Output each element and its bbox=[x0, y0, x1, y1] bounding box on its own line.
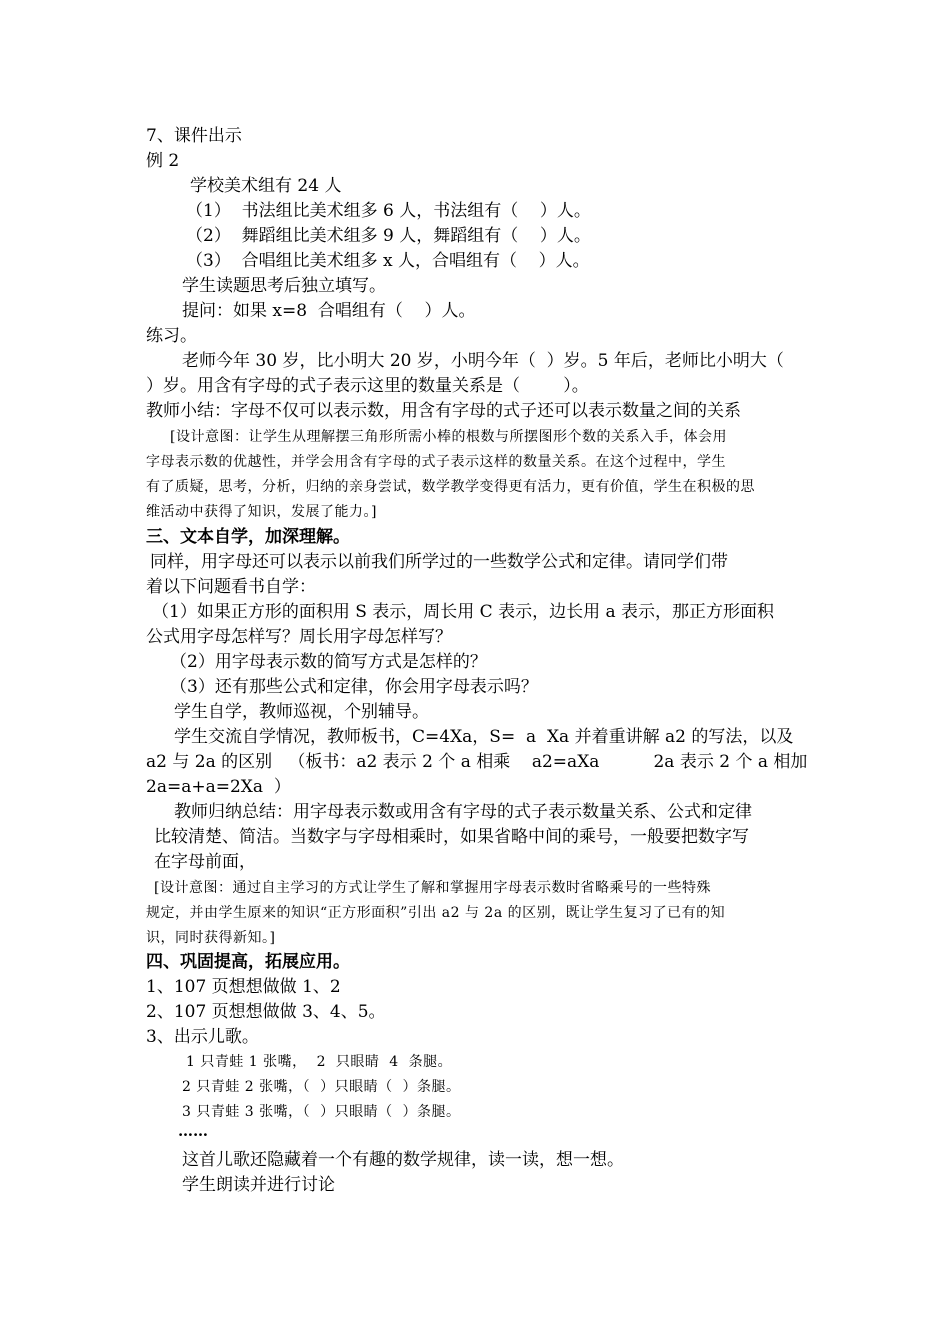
conclusion-line-2: 比较清楚、简洁。当数字与字母相乘时，如果省略中间的乘号，一般要把数字写 bbox=[154, 827, 749, 847]
exchange-line-2: a2 与 2a 的区别 （板书：a2 表示 2 个 a 相乘 a2=aXa 2a 表示 2 个 a 相加 bbox=[146, 752, 808, 772]
design-intent-1-line-2: 字母表示数的优越性，并学会用含有字母的式子表示这样的数量关系。在这个过程中，学生 bbox=[146, 454, 726, 470]
conclusion-line-3: 在字母前面， bbox=[154, 852, 256, 872]
question-3: （3）还有那些公式和定律，你会用字母表示吗？ bbox=[170, 677, 538, 697]
problem-item-3: （3） 合唱组比美术组多 x 人，合唱组有（ ）人。 bbox=[186, 251, 590, 271]
design-intent-1-line-1: [设计意图：让学生从理解摆三角形所需小棒的根数与所摆图形个数的关系入手，体会用 bbox=[170, 429, 727, 445]
problem-item-2: （2） 舞蹈组比美术组多 9 人，舞蹈组有（ ）人。 bbox=[186, 226, 591, 246]
self-study-line: 学生自学，教师巡视，个别辅导。 bbox=[174, 702, 429, 722]
task-2: 2、107 页想想做做 3、4、5。 bbox=[146, 1002, 386, 1022]
conclusion-line-1: 教师归纳总结：用字母表示数或用含有字母的式子表示数量关系、公式和定律 bbox=[174, 802, 752, 822]
teacher-summary: 教师小结：字母不仅可以表示数，用含有字母的式子还可以表示数量之间的关系 bbox=[146, 401, 741, 421]
rhyme-line-2: 2 只青蛙 2 张嘴，（ ）只眼睛（ ）条腿。 bbox=[182, 1079, 461, 1095]
question-2: （2）用字母表示数的简写方式是怎样的？ bbox=[170, 652, 487, 672]
design-intent-2-line-2: 规定，并由学生原来的知识“正方形面积”引出 a2 与 2a 的区别，既让学生复习了已有的知 bbox=[146, 905, 726, 921]
problem-intro: 学校美术组有 24 人 bbox=[190, 176, 342, 196]
task-1: 1、107 页想想做做 1、2 bbox=[146, 977, 341, 997]
design-intent-1-line-4: 维活动中获得了知识，发展了能力。] bbox=[146, 504, 377, 520]
section-3-heading: 三、文本自学，加深理解。 bbox=[146, 527, 350, 547]
exercise-line-1: 老师今年 30 岁，比小明大 20 岁，小明今年（ ）岁。5 年后，老师比小明大（ bbox=[182, 351, 784, 371]
design-intent-1-line-3: 有了质疑，思考，分析，归纳的亲身尝试，数学教学变得更有活力，更有价值，学生在积极的思 bbox=[146, 479, 755, 495]
step-7-heading: 7、课件出示 bbox=[146, 126, 242, 146]
section-3-para-line-2: 着以下问题看书自学： bbox=[146, 577, 316, 597]
section-3-para-line-1: 同样，用字母还可以表示以前我们所学过的一些数学公式和定律。请同学们带 bbox=[150, 552, 728, 572]
design-intent-2-line-1: [设计意图：通过自主学习的方式让学生了解和掌握用字母表示数时省略乘号的一些特殊 bbox=[154, 880, 711, 896]
section-4-heading: 四、巩固提高，拓展应用。 bbox=[146, 952, 350, 972]
rhyme-line-1: 1 只青蛙 1 张嘴， 2 只眼睛 4 条腿。 bbox=[186, 1054, 453, 1070]
question-1-line-1: （1）如果正方形的面积用 S 表示，周长用 C 表示，边长用 a 表示，那正方形面积 bbox=[152, 602, 775, 622]
example-2-label: 例 2 bbox=[146, 151, 180, 171]
student-discussion: 学生朗读并进行讨论 bbox=[182, 1175, 335, 1195]
exercise-heading: 练习。 bbox=[146, 326, 197, 346]
task-3: 3、出示儿歌。 bbox=[146, 1027, 259, 1047]
ellipsis: …… bbox=[178, 1122, 208, 1140]
question-1-line-2: 公式用字母怎样写？周长用字母怎样写？ bbox=[146, 627, 452, 647]
rhyme-line-3: 3 只青蛙 3 张嘴，（ ）只眼睛（ ）条腿。 bbox=[182, 1104, 461, 1120]
exercise-line-2: ）岁。用含有字母的式子表示这里的数量关系是（ ）。 bbox=[146, 376, 589, 396]
exchange-line-3: 2a=a+a=2Xa ） bbox=[146, 777, 291, 797]
rhyme-prompt: 这首儿歌还隐藏着一个有趣的数学规律，读一读，想一想。 bbox=[182, 1150, 624, 1170]
design-intent-2-line-3: 识，同时获得新知。] bbox=[146, 930, 276, 946]
question-line: 提问：如果 x=8 合唱组有（ ）人。 bbox=[182, 301, 476, 321]
problem-item-1: （1） 书法组比美术组多 6 人，书法组有（ ）人。 bbox=[186, 201, 591, 221]
student-activity: 学生读题思考后独立填写。 bbox=[182, 276, 386, 296]
exchange-line-1: 学生交流自学情况，教师板书，C=4Xa，S= a Xa 并着重讲解 a2 的写法，以及 bbox=[174, 727, 794, 747]
